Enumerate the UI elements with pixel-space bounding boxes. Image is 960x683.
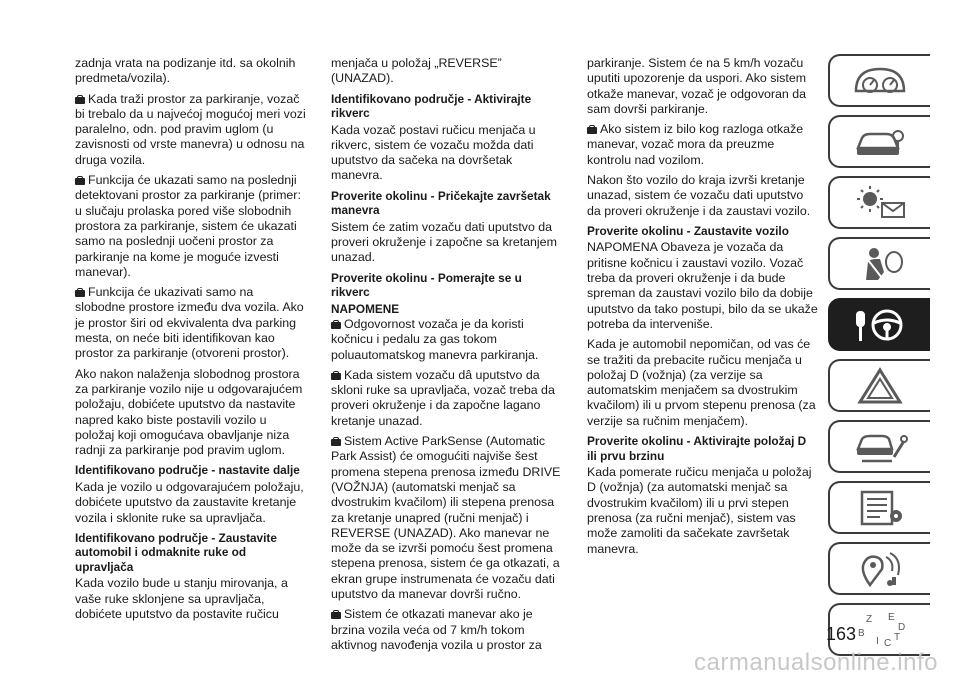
car-key-icon [852,122,908,162]
tab-starting-driving[interactable] [828,298,930,351]
section-heading: Proverite okolinu - Pomerajte se u rikverc [331,270,522,300]
watermark: carmanualsonline.info [694,649,938,676]
section-heading: Proverite okolinu - Aktivirajte položaj D ili prvu brzinu [587,434,807,463]
bullet-text: Sistem će otkazati manevar ako je brzina vozila veća od 7 km/h tokom aktivnog navođenja vozila u prostor za [331,607,542,652]
bullet-icon [331,371,341,380]
index-letter: E [888,611,895,623]
media-navigation-icon [852,549,908,589]
bullet-item [75,92,307,168]
bullet-text: Ako sistem iz bilo kog razloga otkaže manevar, vozač mora da preuzme kontrolu nad vozilom. [587,122,804,167]
bullet-text: Funkcija će ukazati samo na poslednji detektovani prostor za parkiranje (primer: u slučaju prolaska pored više slobodnih prostora za parkiranje, sistem će ukazati samo na poslednji uočeni prostor za parkiranje na kome je moguće izvesti manevar). [75,173,301,279]
tab-car-key[interactable] [828,115,930,168]
tab-maintenance[interactable] [828,420,930,473]
bullet-item [75,285,307,361]
bullet-icon [75,95,85,104]
bullet-text: Sistem Active ParkSense (Automatic Park Assist) će omogućiti najviše šest promena stepena prenosa između DRIVE (VOŽNJA) (automatski menjač sa dvostrukim kvačilom) ili stepena prenosa za kretanje unapred (ručni menjač) i REVERSE (UNAZAD). Ako manevar ne može da se izvrši pomoću šest promena stepena prenosa, sistem će ga otkazati, a ekran grupe instrumenata će vozaču dati uputstvo da manevar dovrši ručno. [331,434,561,602]
tab-safety[interactable] [828,237,930,290]
index-letters-icon [852,610,908,650]
seatbelt-airbag-icon [852,244,908,284]
paragraph: Kada vozač postavi ručicu menjača u rikverc, sistem će vozaču možda dati uputstvo da sačeka na dovršetak manevra. [331,122,536,183]
bullet-item [587,122,819,168]
index-letter: T [894,631,901,643]
tab-emergency[interactable] [828,359,930,412]
paragraph: Nakon što vozilo do kraja izvrši kretanje unazad, sistem će vozaču dati uputstvo da proveri okruženje i da zaustavi vozilo. [587,173,811,218]
warning-triangle-icon [852,366,908,406]
text-column-1 [75,56,307,627]
bullet-text: Kada sistem vozaču dâ uputstvo da skloni ruke sa upravljača, vozač treba da proveri okruženje i da započne lagano kretanje unazad. [331,367,555,428]
section-heading: Proverite okolinu - Pričekajte završetak manevra [331,188,551,218]
bullet-item [331,434,563,602]
key-steering-wheel-icon [852,305,908,345]
paragraph: parkiranje. Sistem će na 5 km/h vozaču uputiti upozorenje da uspori. Ako sistem otkaže manevar, vozač je odgovoran da sam dovrši parkiranje. [587,56,807,116]
index-letter: D [898,621,906,633]
paragraph: zadnja vrata na podizanje itd. sa okolnih predmeta/vozila). [75,56,296,86]
paragraph: Kada je vozilo u odgovarajućem položaju, dobićete uputstvo da zaustavite kretanje vozila i sklonite ruke sa upravljača. [75,479,304,525]
index-letter: C [884,637,892,649]
paragraph: Kada pomerate ručicu menjača u položaj D (vožnja) (za automatski menjač sa dvostrukim kvačilom) ili u prvi stepen prenosa (za ručni menjač), sistem vas može zamoliti da sačekate završetak manevra. [587,465,812,556]
bullet-text: Funkcija će ukazivati samo na slobodne prostore između dva vozila. Ako je prostor širi od ekvivalenta dva parking mesta, on neće biti identifikovan kao prostor za parkiranje (otvoreni prostor). [75,285,304,361]
paragraph: Kada je automobil nepomičan, od vas će se tražiti da prebacite ručicu menjača u položaj D (vožnja) (za verzije sa automatskim menjačem sa dvostrukim kvačilom) ili u prvom stepenu prenosa (za verzije sa ručnim menjačem). [587,337,816,428]
section-heading: Identifikovano područje - Zaustavite automobil i odmaknite ruke od upravljača [75,530,277,574]
page-number: 163 [826,624,857,644]
bullet-item [331,368,563,429]
bullet-text: Odgovornost vozača je da koristi kočnicu i pedalu za gas tokom poluautomatskog manevra parkiranja. [331,316,539,362]
section-heading: Identifikovano područje - Aktivirajte rikverc [331,91,532,121]
tab-specifications[interactable] [828,481,930,534]
index-letter: B [858,627,865,639]
paragraph: Sistem će zatim vozaču dati uputstvo da proveri okruženje i započne sa kretanjem unazad. [331,219,557,265]
section-heading: Proverite okolinu - Zaustavite vozilo [587,223,789,238]
tab-multimedia[interactable] [828,542,930,595]
car-lift-wrench-icon [852,427,908,467]
tab-dashboard[interactable] [828,54,930,107]
bullet-item [331,607,563,653]
paragraph: menjača u položaj „REVERSE” (UNAZAD). [331,56,502,86]
text-column-2 [331,56,563,658]
bullet-item [331,317,563,363]
paragraph: NAPOMENA Obaveza je vozača da pritisne kočnicu i zaustavi vozilo. Vozač treba da proveri okruženje i da bude spreman da zaustavi vozilo bilo da dobije uputstvo da tako postupi, bilo da se ukaže potreba da interveniše. [587,240,818,331]
chapter-tabs [828,54,930,664]
bullet-icon [331,437,341,446]
dashboard-icon [852,61,908,101]
bullet-icon [587,125,597,134]
specifications-list-icon [852,488,908,528]
bullet-icon [331,610,341,619]
bullet-text: Kada traži prostor za parkiranje, vozač bi trebalo da u najvećoj mogućoj meri vozi paralelno, odn. pod pravim uglom (u zavisnosti od vrste manevra) u odnosu na druga vozila. [75,91,306,167]
light-mail-icon [852,183,908,223]
bullet-icon [331,320,341,329]
bullet-icon [75,288,85,297]
paragraph: Ako nakon nalaženja slobodnog prostora za parkiranje vozilo nije u odgovarajućem položaju, dobićete uputstvo da nastavite napred kako biste postavili vozilo u položaj koji omogućava obavljanje niza radnji za parkiranje pod pravim uglom. [75,366,303,458]
note-label: NAPOMENE [331,301,400,316]
bullet-item [75,173,307,280]
tab-lights-messages[interactable] [828,176,930,229]
index-letter: I [876,635,879,647]
bullet-icon [75,176,85,185]
index-letter: Z [866,613,873,625]
paragraph: Kada vozilo bude u stanju mirovanja, a vaše ruke sklonjene sa upravljača, dobićete uputstvo da postavite ručicu [75,576,288,621]
text-column-3 [587,56,819,562]
section-heading: Identifikovano područje - nastavite dalje [75,463,300,478]
